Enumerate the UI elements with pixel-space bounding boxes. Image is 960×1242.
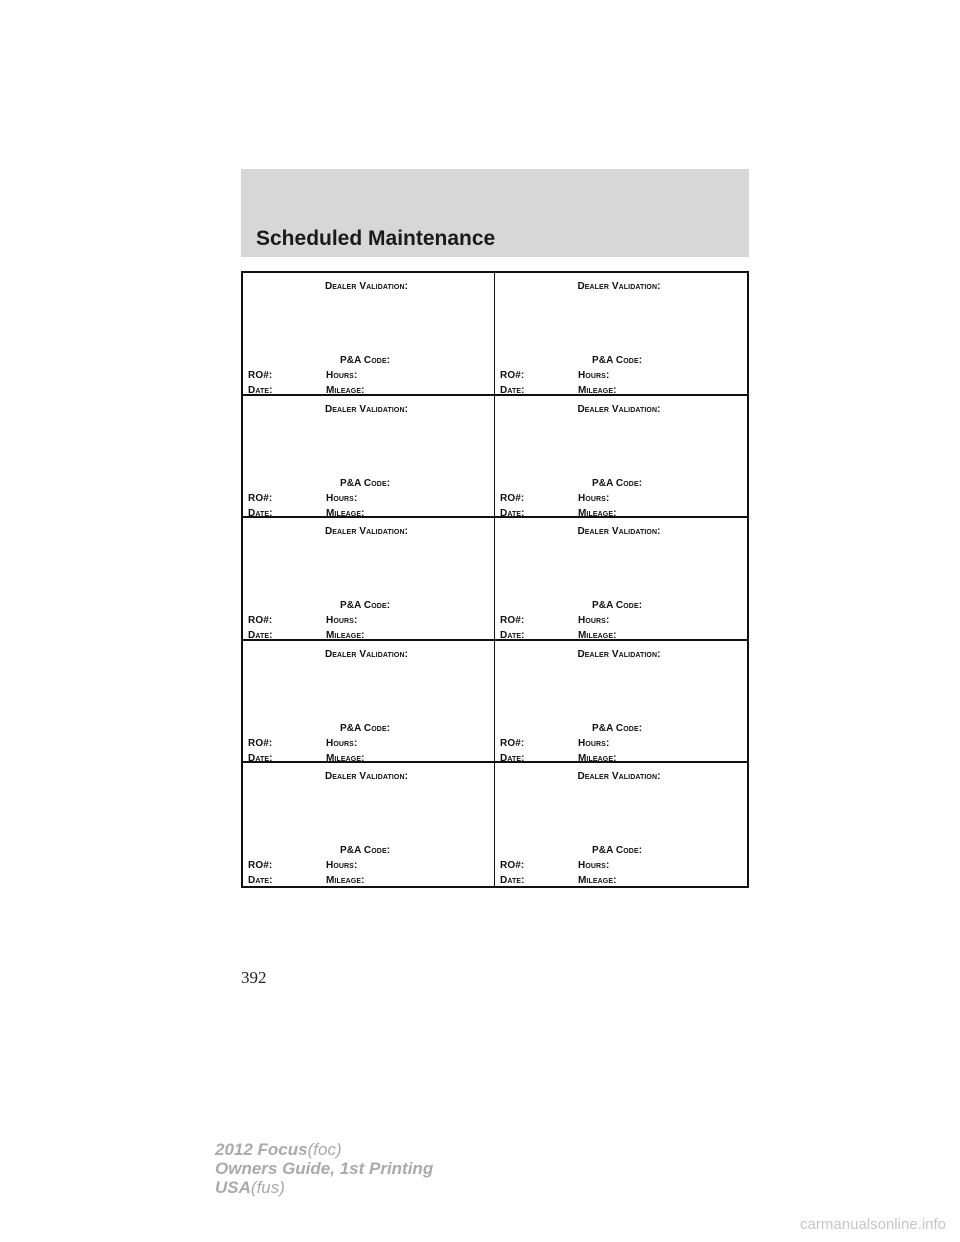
mileage-label: Mileage: (326, 630, 365, 642)
mileage-label: Mileage: (326, 385, 365, 396)
date-label: Date: (500, 875, 525, 887)
dealer-validation-label: Dealer Validation: (577, 771, 661, 783)
hours-label: Hours: (326, 492, 358, 504)
ro-number-label: RO#: (500, 615, 525, 627)
dealer-validation-label: Dealer Validation: (324, 771, 409, 783)
hours-label: Hours: (578, 737, 610, 749)
ro-number-label: RO#: (500, 492, 525, 504)
dealer-validation-label: Dealer Validation: (324, 281, 409, 292)
ro-number-label: RO#: (248, 860, 273, 872)
record-cell (495, 273, 747, 396)
date-label: Date: (500, 630, 525, 642)
date-label: Date: (248, 507, 273, 519)
pa-code-label: P&A Code: (592, 600, 643, 612)
hours-label: Hours: (578, 370, 610, 381)
hours-label: Hours: (578, 615, 610, 627)
ro-number-label: RO#: (248, 615, 273, 627)
footer-line-guide (215, 1159, 433, 1178)
record-cell (495, 763, 747, 886)
mileage-label: Mileage: (326, 507, 365, 519)
maintenance-record-grid (241, 271, 749, 888)
hours-label: Hours: (578, 492, 610, 504)
footer-model-code: (foc) (307, 1140, 342, 1159)
hours-label: Hours: (326, 370, 358, 381)
pa-code-label: P&A Code: (340, 722, 391, 734)
footer-market: USA (215, 1178, 251, 1197)
section-title: Scheduled Maintenance (256, 227, 496, 250)
date-label: Date: (248, 385, 273, 396)
page-number: 392 (241, 968, 267, 987)
record-cell (243, 641, 495, 764)
pa-code-label: P&A Code: (340, 477, 391, 489)
dealer-validation-label: Dealer Validation: (324, 526, 409, 538)
date-label: Date: (248, 875, 273, 887)
footer-line-model (215, 1140, 433, 1159)
hours-label: Hours: (326, 737, 358, 749)
dealer-validation-label: Dealer Validation: (577, 648, 661, 660)
mileage-label: Mileage: (326, 875, 365, 887)
mileage-label: Mileage: (578, 385, 617, 396)
footer-market-code: (fus) (250, 1178, 285, 1197)
ro-number-label: RO#: (500, 737, 525, 749)
mileage-label: Mileage: (578, 875, 617, 887)
watermark: carmanualsonline.info (800, 1216, 946, 1233)
hours-label: Hours: (326, 615, 358, 627)
dealer-validation-label: Dealer Validation: (324, 648, 409, 660)
ro-number-label: RO#: (500, 370, 525, 381)
pa-code-label: P&A Code: (592, 845, 643, 857)
date-label: Date: (500, 752, 525, 764)
pa-code-label: P&A Code: (340, 600, 391, 612)
dealer-validation-label: Dealer Validation: (577, 526, 661, 538)
date-label: Date: (248, 752, 273, 764)
date-label: Date: (500, 385, 525, 396)
footer-guide-title: Owners Guide, 1st Printing (215, 1159, 434, 1178)
dealer-validation-label: Dealer Validation: (577, 403, 661, 415)
record-cell (495, 641, 747, 764)
footer-line-market (215, 1178, 433, 1197)
record-cell (495, 518, 747, 641)
pa-code-label: P&A Code: (592, 722, 643, 734)
mileage-label: Mileage: (578, 752, 617, 764)
record-cell (243, 396, 495, 519)
record-cell (495, 396, 747, 519)
record-cell (243, 273, 495, 396)
pa-code-label: P&A Code: (340, 355, 391, 366)
footer-model: 2012 Focus (215, 1140, 308, 1159)
pa-code-label: P&A Code: (592, 355, 643, 366)
ro-number-label: RO#: (248, 370, 273, 381)
section-header-band (241, 169, 749, 257)
date-label: Date: (248, 630, 273, 642)
record-cell (243, 518, 495, 641)
mileage-label: Mileage: (326, 752, 365, 764)
document-footer (215, 1140, 433, 1197)
ro-number-label: RO#: (248, 492, 273, 504)
hours-label: Hours: (326, 860, 358, 872)
pa-code-label: P&A Code: (340, 845, 391, 857)
date-label: Date: (500, 507, 525, 519)
record-cell (243, 763, 495, 886)
ro-number-label: RO#: (248, 737, 273, 749)
mileage-label: Mileage: (578, 507, 617, 519)
ro-number-label: RO#: (500, 860, 525, 872)
dealer-validation-label: Dealer Validation: (324, 403, 409, 415)
pa-code-label: P&A Code: (592, 477, 643, 489)
hours-label: Hours: (578, 860, 610, 872)
mileage-label: Mileage: (578, 630, 617, 642)
dealer-validation-label: Dealer Validation: (577, 281, 661, 292)
